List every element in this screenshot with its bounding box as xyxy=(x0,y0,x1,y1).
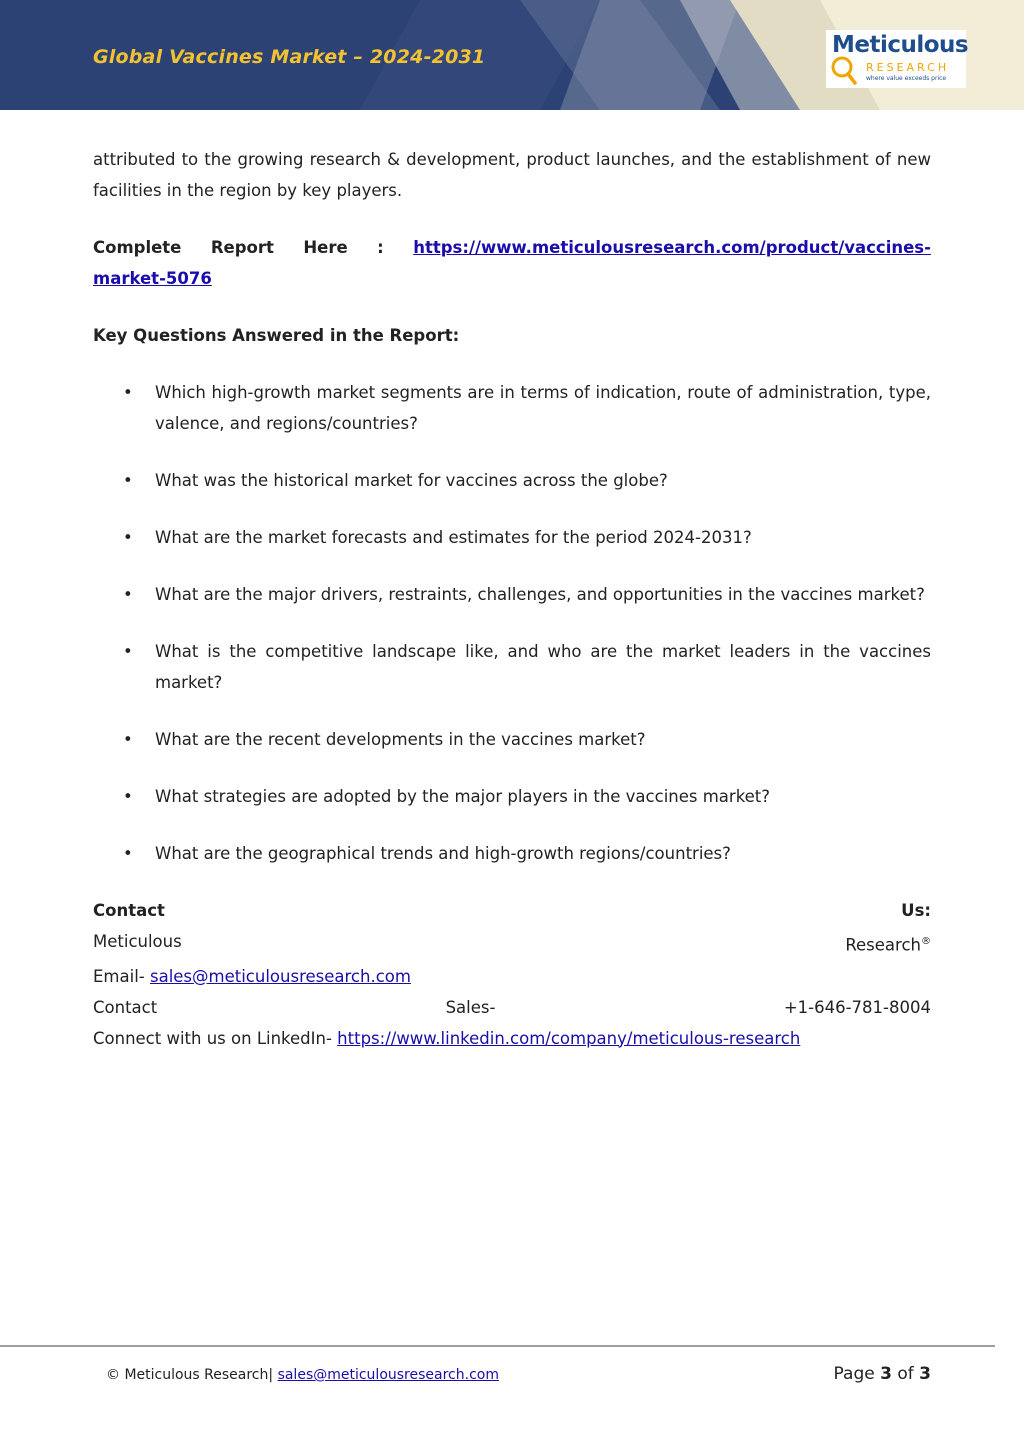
phone-label-sales: Sales- xyxy=(445,997,496,1017)
contact-block xyxy=(93,895,931,1054)
bullet-icon: • xyxy=(123,471,133,490)
report-link[interactable]: https://www.meticulousresearch.com/product/vaccines- xyxy=(413,238,931,257)
registered-mark: ® xyxy=(921,936,931,947)
bullet-icon: • xyxy=(123,383,133,402)
bullet-icon: • xyxy=(123,642,133,661)
company-name-first: Meticulous xyxy=(93,932,182,951)
footer-copyright xyxy=(106,1367,499,1383)
intro-paragraph: attributed to the growing research & development, product launches, and the establishment of new facilities in the region by key players. xyxy=(93,150,931,200)
key-questions-heading: Key Questions Answered in the Report: xyxy=(93,326,460,345)
complete-report-line xyxy=(93,232,931,294)
list-item: • What strategies are adopted by the major players in the vaccines market? xyxy=(93,781,931,812)
list-item: • What are the market forecasts and estimates for the period 2024-2031? xyxy=(93,522,931,553)
report-label-here: Here xyxy=(303,238,348,257)
bullet-icon: • xyxy=(123,730,133,749)
page-number: Page 3 of 3 xyxy=(833,1364,931,1384)
linkedin-label: Connect with us on LinkedIn- xyxy=(93,1028,332,1048)
contact-label: Contact xyxy=(93,901,165,920)
bullet-icon: • xyxy=(123,528,133,547)
bullet-icon: • xyxy=(123,844,133,863)
report-label-complete: Complete xyxy=(93,238,182,257)
company-name-second: Research xyxy=(845,935,921,955)
logo-subtitle: RESEARCH xyxy=(866,61,950,74)
list-item: • Which high-growth market segments are in terms of indication, route of administration, type, valence, and regions/countries? xyxy=(93,377,931,439)
contact-us-label: Us: xyxy=(901,901,931,920)
list-item: • What is the competitive landscape like, and who are the market leaders in the vaccines market? xyxy=(93,636,931,698)
list-item: • What was the historical market for vaccines across the globe? xyxy=(93,465,931,496)
report-link-continued[interactable]: market-5076 xyxy=(93,269,212,288)
phone-label-contact: Contact xyxy=(93,997,158,1017)
report-colon: : xyxy=(377,238,384,257)
logo-wordmark: Meticulous xyxy=(832,32,969,58)
page-content xyxy=(93,144,931,1054)
header-title: Global Vaccines Market – 2024-2031 xyxy=(93,46,486,68)
email-link[interactable]: sales@meticulousresearch.com xyxy=(149,966,411,986)
list-item: • What are the major drivers, restraints, challenges, and opportunities in the vaccines market? xyxy=(93,579,931,610)
logo-tagline: where value exceeds price xyxy=(866,75,947,82)
linkedin-link[interactable]: https://www.linkedin.com/company/meticulous-research xyxy=(337,1028,801,1048)
page-header xyxy=(0,0,1024,110)
company-logo[interactable] xyxy=(826,30,969,88)
phone-number: +1-646-781-8004 xyxy=(783,997,931,1017)
bullet-icon: • xyxy=(123,585,133,604)
report-label-report: Report xyxy=(210,238,274,257)
list-item: • What are the geographical trends and high-growth regions/countries? xyxy=(93,838,931,869)
footer-email-link[interactable]: sales@meticulousresearch.com xyxy=(277,1367,499,1383)
list-item: • What are the recent developments in the vaccines market? xyxy=(93,724,931,755)
email-label: Email- xyxy=(93,966,145,986)
questions-list xyxy=(93,377,931,869)
footer-copyright-text: © Meticulous Research| xyxy=(106,1367,274,1383)
bullet-icon: • xyxy=(123,787,133,806)
footer-divider xyxy=(0,1345,995,1347)
